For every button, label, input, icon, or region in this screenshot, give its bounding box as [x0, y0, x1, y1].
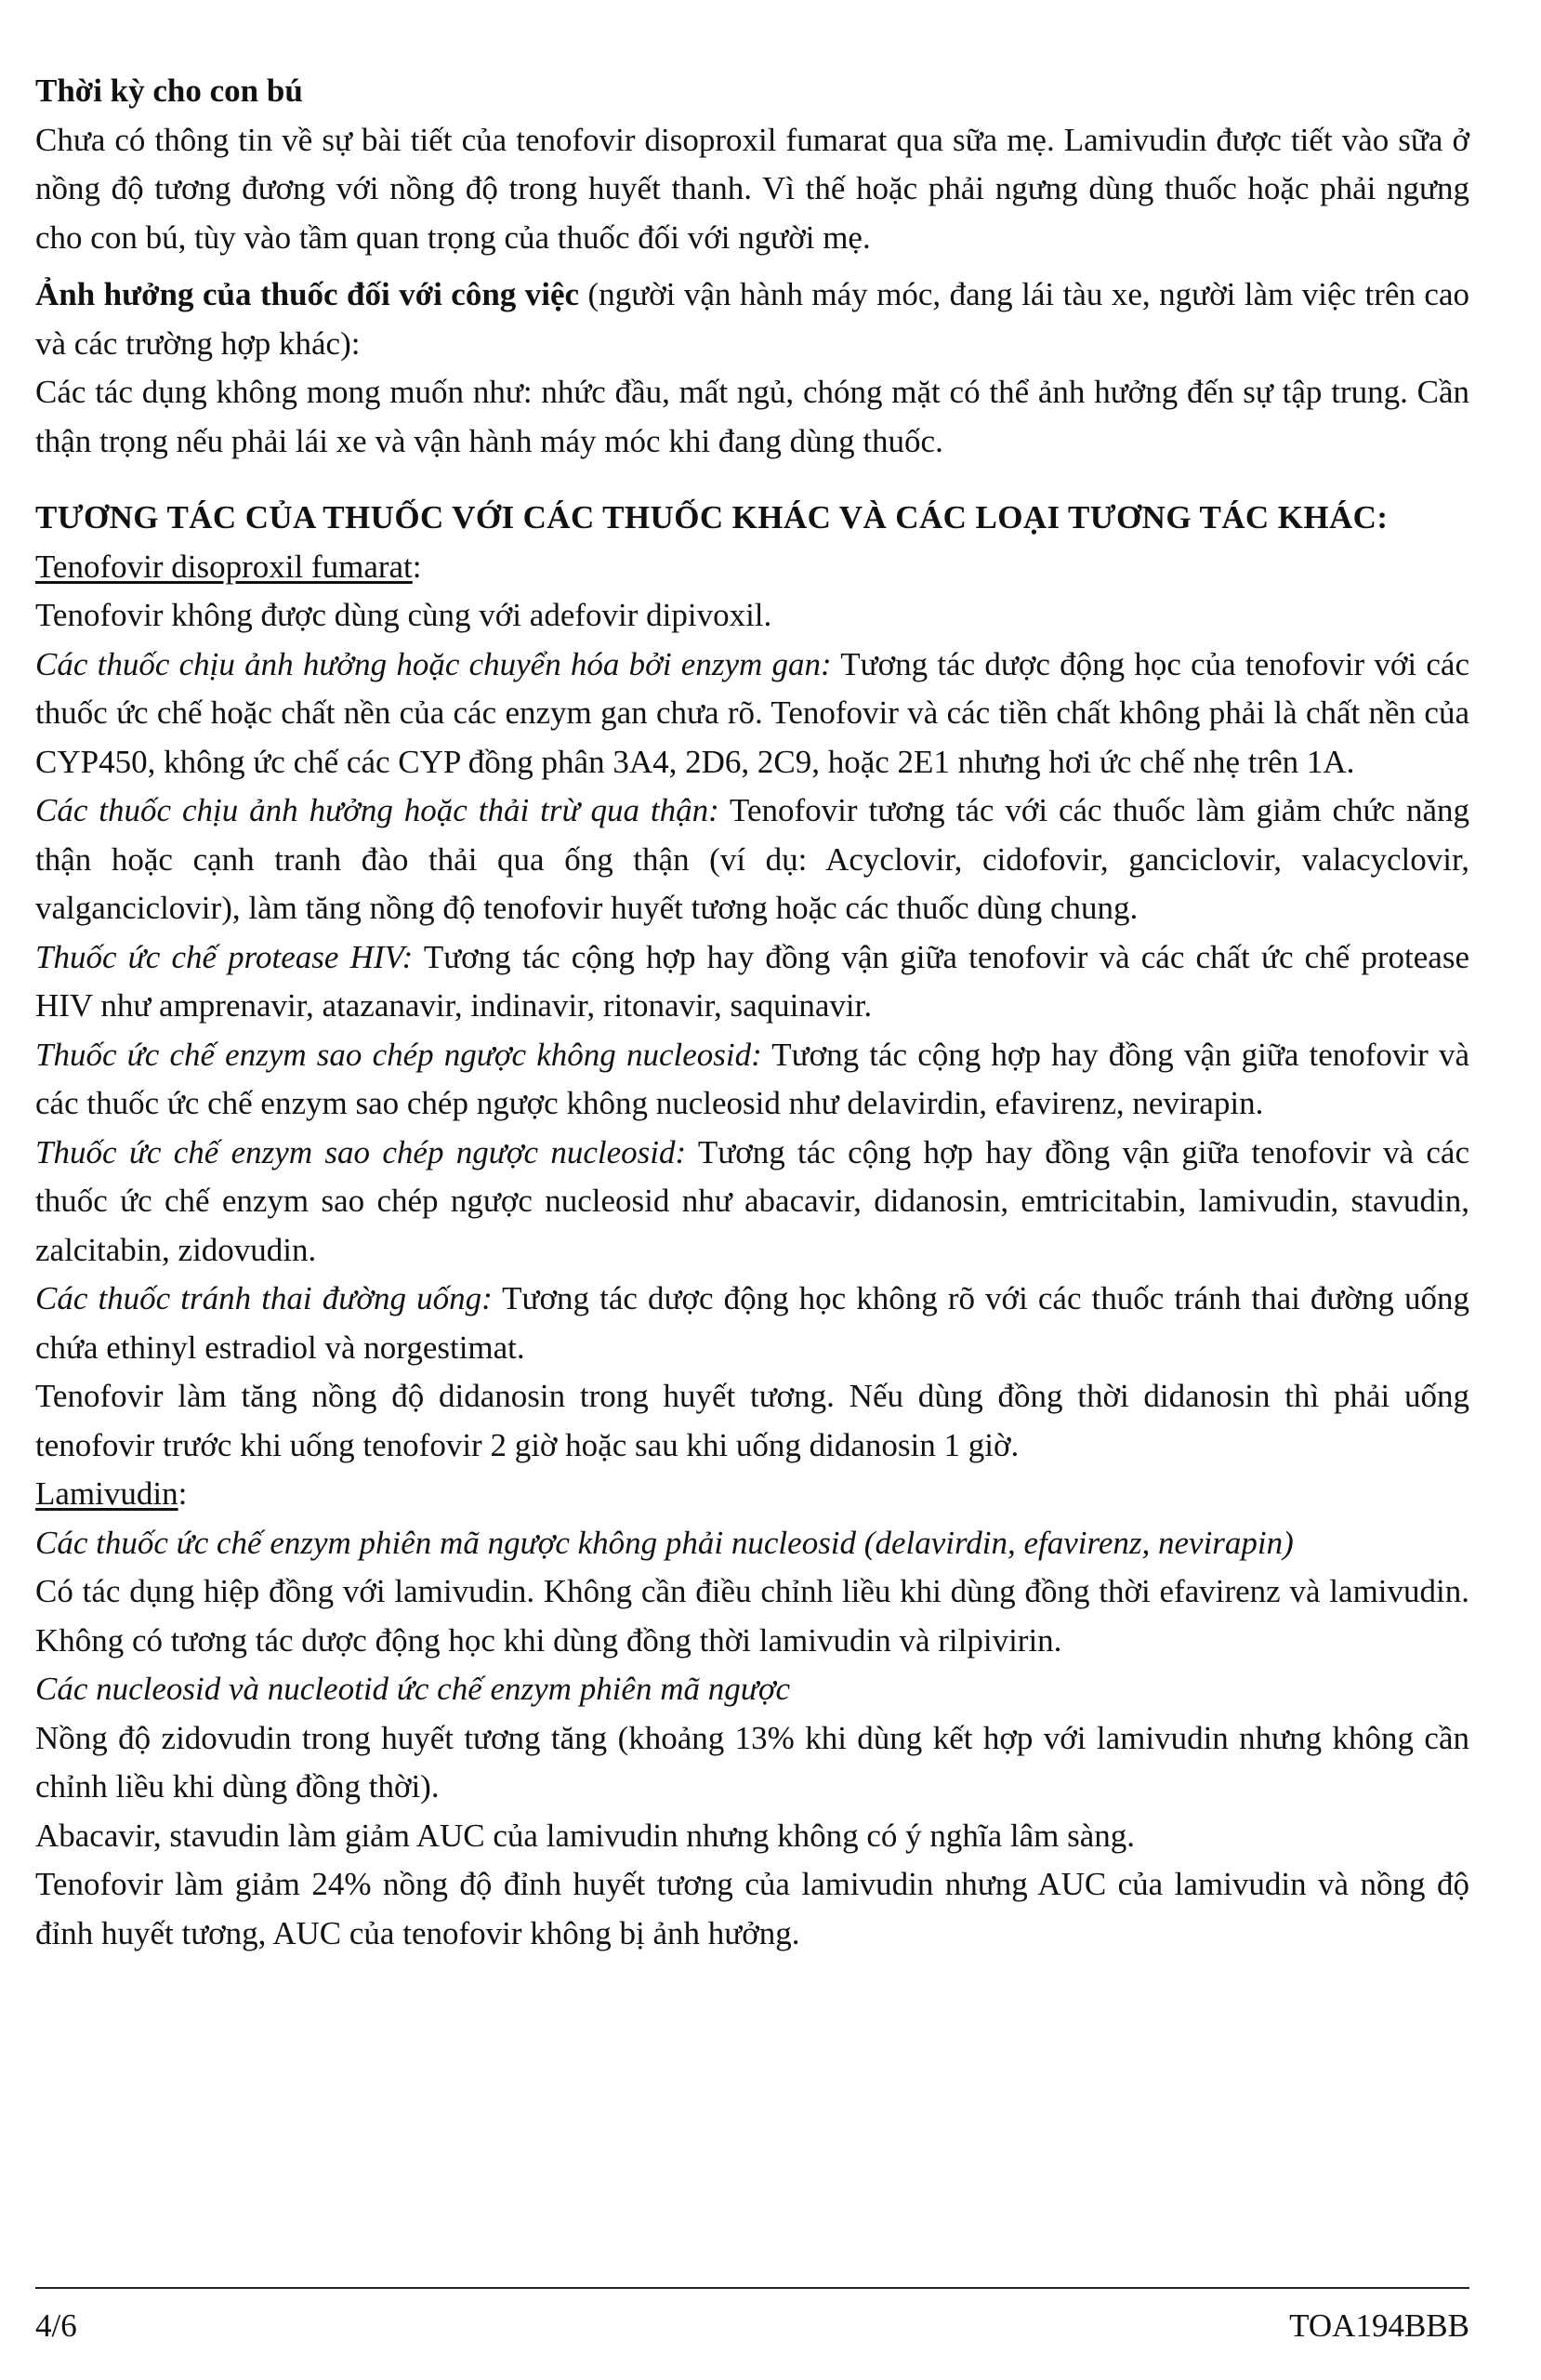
paragraph-tenofovir-intro: Tenofovir không được dùng cùng với adefovir dipivoxil. — [35, 597, 772, 633]
interaction-item — [35, 1275, 1469, 1372]
interaction-term: Các thuốc chịu ảnh hưởng hoặc thải trừ qua thận: — [35, 792, 719, 828]
interaction-text: Tenofovir tương tác với các thuốc làm giảm chức năng thận hoặc cạnh tranh đào thải qua ống thận (ví dụ: Acyclovir, cidofovir, ganciclovir, valacyclovir, valganciclovir), làm tăng nồng độ tenofovir huyết tương hoặc các thuốc dùng chung. — [35, 792, 1469, 926]
interaction-text: Tương tác dược động học không rõ với các thuốc tránh thai đường uống chứa ethinyl estradiol và norgestimat. — [35, 1280, 1469, 1366]
page-footer — [35, 2307, 1469, 2345]
paragraph-work-effects: Các tác dụng không mong muốn như: nhức đầu, mất ngủ, chóng mặt có thể ảnh hưởng đến sự tập trung. Cần thận trọng nếu phải lái xe và vận hành máy móc khi đang dùng thuốc. — [35, 374, 1469, 459]
tenofovir-label-suffix: : — [412, 548, 422, 585]
interaction-text: Tương tác cộng hợp hay đồng vận giữa tenofovir và các thuốc ức chế enzym sao chép ngược nucleosid như abacavir, didanosin, emtricitabin, lamivudin, stavudin, zalcitabin, zidovudin. — [35, 1133, 1469, 1268]
paragraph-lamivudin-nrti-1: Nồng độ zidovudin trong huyết tương tăng (khoảng 13% khi dùng kết hợp với lamivudin nhưng không cần chỉnh liều khi dùng đồng thời). — [35, 1719, 1469, 1805]
paragraph-tenofovir-closing: Tenofovir làm tăng nồng độ didanosin trong huyết tương. Nếu dùng đồng thời didanosin thì phải uống tenofovir trước khi uống tenofovir 2 giờ hoặc sau khi uống didanosin 1 giờ. — [35, 1378, 1469, 1463]
lamivudin-nrti-title: Các nucleosid và nucleotid ức chế enzym phiên mã ngược — [35, 1671, 791, 1707]
interaction-text: Tương tác dược động học của tenofovir với các thuốc ức chế hoặc chất nền của các enzym gan chưa rõ. Tenofovir và các tiền chất không phải là chất nền của CYP450, không ức chế các CYP đồng phân 3A4, 2D6, 2C9, hoặc 2E1 nhưng hơi ức chế nhẹ trên 1A. — [35, 645, 1469, 780]
interaction-item — [35, 1031, 1469, 1129]
tenofovir-label: Tenofovir disoproxil fumarat — [35, 548, 413, 585]
section-heading-interactions: TƯƠNG TÁC CỦA THUỐC VỚI CÁC THUỐC KHÁC VÀ CÁC LOẠI TƯƠNG TÁC KHÁC: — [35, 499, 1389, 536]
lamivudin-label-suffix: : — [178, 1475, 188, 1512]
interaction-term: Thuốc ức chế enzym sao chép ngược không nucleosid: — [35, 1036, 762, 1073]
paragraph-lamivudin-nnrti: Có tác dụng hiệp đồng với lamivudin. Không cần điều chỉnh liều khi dùng đồng thời efavirenz và lamivudin. Không có tương tác dược động học khi dùng đồng thời lamivudin và rilpivirin. — [35, 1573, 1469, 1659]
interaction-text: Tương tác cộng hợp hay đồng vận giữa tenofovir và các thuốc ức chế enzym sao chép ngược không nucleosid như delavirdin, efavirenz, nevirapin. — [35, 1036, 1470, 1121]
interaction-term: Thuốc ức chế protease HIV: — [35, 938, 414, 975]
interaction-item — [35, 933, 1469, 1031]
subsection-label-lamivudin — [35, 1470, 1469, 1519]
lamivudin-label: Lamivudin — [35, 1475, 178, 1512]
paragraph-lamivudin-nrti-2: Abacavir, stavudin làm giảm AUC của lamivudin nhưng không có ý nghĩa lâm sàng. — [35, 1817, 1136, 1854]
footer-divider — [35, 2287, 1469, 2289]
interaction-term: Thuốc ức chế enzym sao chép ngược nucleosid: — [35, 1133, 687, 1170]
document-page — [35, 67, 1469, 1958]
interaction-term: Các thuốc chịu ảnh hưởng hoặc chuyển hóa bởi enzym gan: — [35, 645, 832, 682]
interaction-item — [35, 641, 1469, 787]
subsection-label-tenofovir — [35, 543, 1469, 592]
section-title-breastfeeding: Thời kỳ cho con bú — [35, 73, 303, 109]
paragraph-breastfeeding: Chưa có thông tin về sự bài tiết của tenofovir disoproxil fumarat qua sữa mẹ. Lamivudin được tiết vào sữa ở nồng độ tương đương với nồng độ trong huyết thanh. Vì thế hoặc phải ngưng dùng thuốc hoặc phải ngưng cho con bú, tùy vào tầm quan trọng của thuốc đối với người mẹ. — [35, 121, 1469, 256]
section-title-work-effects: Ảnh hưởng của thuốc đối với công việc — [35, 276, 580, 312]
work-effects-title-note: (người vận hành máy móc, đang lái tàu xe, người làm việc trên cao và các trường hợp khác): — [35, 276, 1469, 362]
document-code: TOA194BBB — [1289, 2307, 1469, 2344]
paragraph-lamivudin-nrti-3: Tenofovir làm giảm 24% nồng độ đỉnh huyết tương của lamivudin nhưng AUC của lamivudin và nồng độ đỉnh huyết tương, AUC của tenofovir không bị ảnh hưởng. — [35, 1866, 1469, 1951]
interaction-term: Các thuốc tránh thai đường uống: — [35, 1280, 493, 1316]
page-number: 4/6 — [35, 2307, 77, 2344]
lamivudin-nnrti-title: Các thuốc ức chế enzym phiên mã ngược không phải nucleosid (delavirdin, efavirenz, nevirapin) — [35, 1524, 1294, 1561]
interaction-item — [35, 787, 1469, 933]
paragraph-work-effects-title — [35, 271, 1469, 368]
interaction-item — [35, 1129, 1469, 1276]
interaction-text: Tương tác cộng hợp hay đồng vận giữa tenofovir và các chất ức chế protease HIV như amprenavir, atazanavir, indinavir, ritonavir, saquinavir. — [35, 938, 1469, 1024]
